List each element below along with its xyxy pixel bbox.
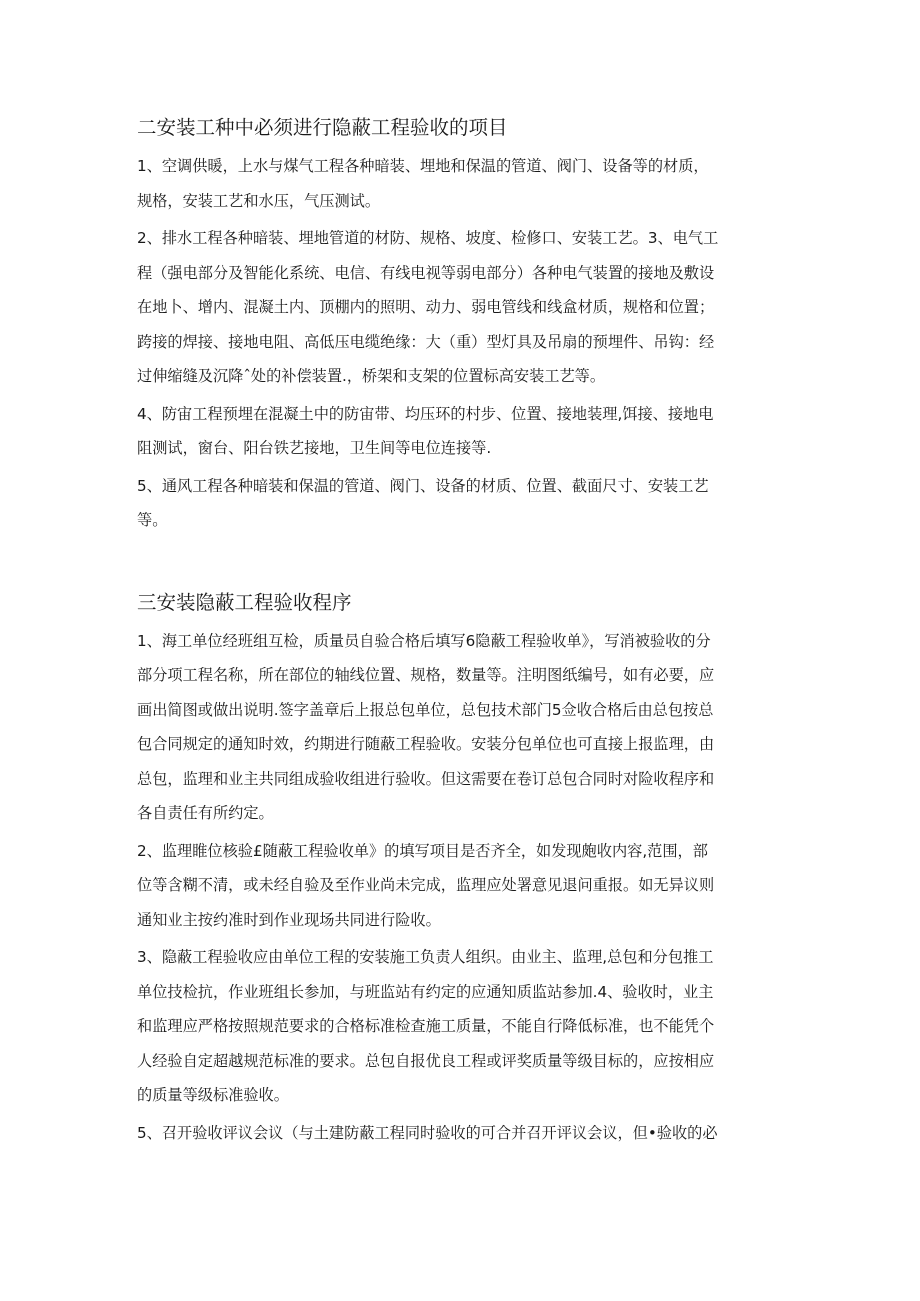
section-3-paragraph-3 xyxy=(137,940,797,1113)
section-2-paragraph-2 xyxy=(137,221,797,394)
text-line: 在地卜、增内、混凝土内、顶棚内的照明、动力、弱电管线和线盒材质，规格和位置； xyxy=(137,298,715,316)
text-line: 各自责任有所约定。 xyxy=(137,804,274,822)
section-2-paragraph-1 xyxy=(137,149,797,218)
section-gap xyxy=(137,541,797,588)
text-line: 1、空调供暖，上水与煤气工程各种暗装、埋地和保温的管道、阀门、设备等的材质， xyxy=(137,157,709,175)
section-2-title: 二安装工种中必须进行隐蔽工程验收的项目 xyxy=(137,116,508,139)
document-body xyxy=(137,113,797,1153)
text-line: 的质量等级标准验收。 xyxy=(137,1086,289,1104)
text-line: 跨接的焊接、接地电阻、高低压电缆绝缘：大（重）型灯具及吊扇的预埋件、吊钩：经 xyxy=(137,332,715,351)
section-3-paragraph-4 xyxy=(137,1116,797,1151)
section-2-paragraph-4 xyxy=(137,469,797,538)
text-line: 1、海工单位经班组互检，质量员自验合格后填写6隐蔽工程验收单》，写消被验收的分 xyxy=(137,631,711,650)
text-line: 阻测试，窗台、阳台铁艺接地，卫生间等电位连接等. xyxy=(137,439,492,457)
text-line: 人经验自定超越规范标准的要求。总包自报优良工程或评奖质量等级目标的，应按相应 xyxy=(137,1051,715,1070)
text-line: 画出简图或做出说明.签字盖章后上报总包单位，总包技术部门5佥收合格后由总包按总 xyxy=(137,700,714,719)
section-2-body xyxy=(137,149,797,538)
text-line: 通知业主按约准时到作业现场共同进行险收。 xyxy=(137,910,441,929)
text-line: 2、排水工程各种暗装、埋地管道的材防、规格、坡度、检修口、安装工艺。3、电气工 xyxy=(137,229,719,247)
text-line: 和监理应严格按照规范要求的合格标准检查施工质量，不能自行降低标准，也不能凭个 xyxy=(137,1017,715,1035)
text-line: 2、监理睢位核验£随蔽工程验收单》的填写项目是否齐全，如发现皰收内容,范围，部 xyxy=(137,841,708,860)
section-2-paragraph-3 xyxy=(137,397,797,466)
text-line: 4、防宙工程预埋在混凝土中的防宙带、均压环的村步、位置、接地装理,饵接、接地电 xyxy=(137,404,714,423)
section-3-paragraph-2 xyxy=(137,834,797,938)
section-3-paragraph-1 xyxy=(137,624,797,831)
section-3-title: 三安装隐蔽工程验收程序 xyxy=(137,590,352,614)
text-line: 程（强电部分及智能化系统、电信、有线电视等弱电部分）各种电气装置的接地及敷设 xyxy=(137,263,715,282)
text-line: 总包，监理和业主共同组成验收组进行验收。但这需要在卷订总包合同时对险收程序和 xyxy=(137,769,715,788)
text-line: 单位技检抗，作业班组长参加，与班监站有约定的应通知质监站参加.4、验收时，业主 xyxy=(137,982,714,1001)
text-line: 规格，安装工艺和水压，气压测试。 xyxy=(137,191,380,210)
text-line: 等。 xyxy=(137,511,168,529)
text-line: 部分项工程名称，所在部位的轴线位置、规格，数量等。注明图纸编号，如有必要，应 xyxy=(137,666,715,684)
text-line: 5、召开验收评议会议（与土建防蔽工程同时验收的可合并召开评议会议，但•验收的必 xyxy=(137,1123,718,1142)
text-line: 位等含糊不清，或未经自验及至作业尚未完成，监理应处署意见退问重报。如无异议则 xyxy=(137,876,715,894)
text-line: 3、隐蔽工程验收应由单位工程的安装施工负责人组织。由业主、监理,总包和分包推工 xyxy=(137,948,714,966)
section-3-body xyxy=(137,624,797,1151)
text-line: 5、通风工程各种暗装和保温的管道、阀门、设备的材质、位置、截面尺寸、安装工艺 xyxy=(137,476,709,495)
text-line: 包合同规定的通知时效，约期进行随蔽工程验收。安装分包单位也可直接上报监理，由 xyxy=(137,735,715,753)
text-line: 过伸缩缝及沉降ˆ处的补偿装置.，桥架和支架的位置标高安装工艺等。 xyxy=(137,367,606,385)
